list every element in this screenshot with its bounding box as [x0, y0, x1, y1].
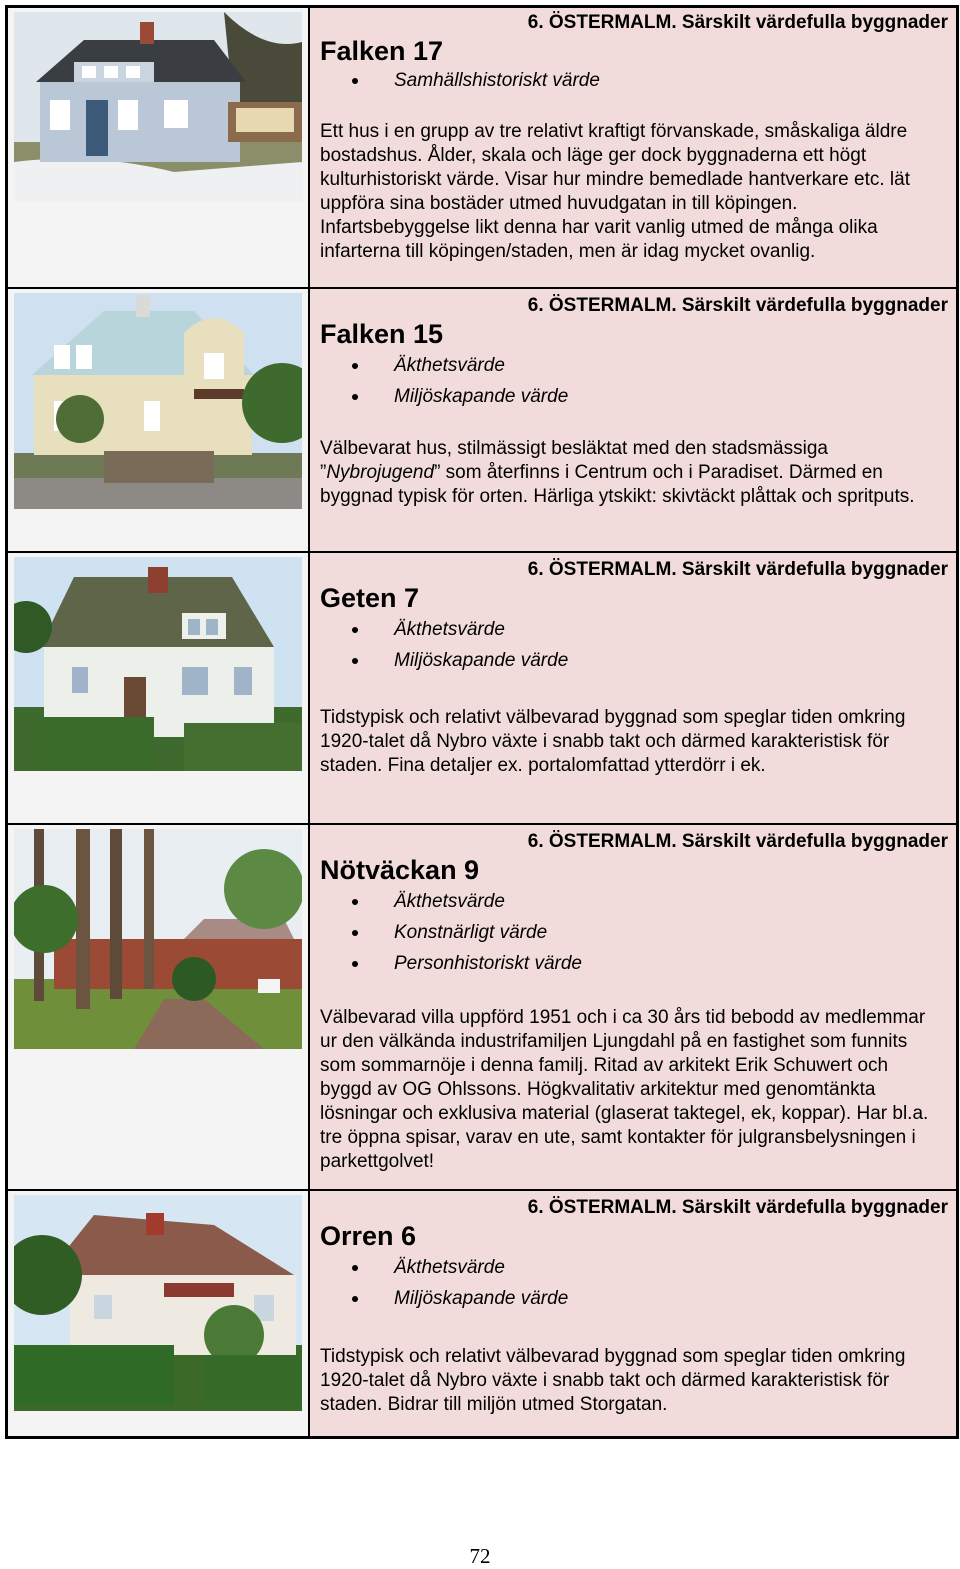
value-item: Äkthetsvärde — [320, 1252, 568, 1283]
description: Tidstypisk och relativt välbevarad byggnad som speglar tiden omkring 1920-talet då Nybro växte i snabb takt och därmed karakteristisk för staden. Fina detaljer ex. portalomfattad ytterdörr i ek. — [320, 707, 906, 776]
house-photo — [14, 12, 302, 202]
entry-row — [8, 553, 956, 825]
district-heading: 6. ÖSTERMALM. Särskilt värdefulla byggnader — [527, 1197, 948, 1218]
value-list — [320, 886, 582, 979]
district-heading: 6. ÖSTERMALM. Särskilt värdefulla byggnader — [527, 831, 948, 852]
description-emphasis: Nybrojugend — [326, 462, 435, 483]
photo-cell — [8, 289, 310, 551]
house-photo — [14, 1195, 302, 1411]
property-name: Falken 17 — [320, 36, 444, 66]
photo-cell — [8, 1191, 310, 1436]
value-item: Samhällshistoriskt värde — [320, 65, 600, 96]
value-item: Miljöskapande värde — [320, 645, 568, 676]
text-cell — [310, 289, 956, 551]
district-heading: 6. ÖSTERMALM. Särskilt värdefulla byggnader — [527, 12, 948, 33]
value-list — [320, 350, 568, 412]
entry-row — [8, 289, 956, 553]
description-text: ” som återfinns i Centrum och i Paradiset. Därmed en byggnad typisk för orten. Härliga ytskikt: skivtäckt plåttak och spritputs. — [320, 462, 915, 507]
property-name: Geten 7 — [320, 583, 420, 613]
value-list — [320, 1252, 568, 1314]
description: Tidstypisk och relativt välbevarad byggnad som speglar tiden omkring 1920-talet då Nybro växte i snabb takt och därmed karakteristisk för staden. Bidrar till miljön utmed Storgatan. — [320, 1346, 906, 1415]
photo-cell — [8, 825, 310, 1189]
text-cell — [310, 553, 956, 823]
property-name: Falken 15 — [320, 319, 444, 349]
description-text: Välbevarat hus, stilmässigt besläktat med den stadsmässiga ” — [320, 438, 828, 483]
entry-row — [8, 8, 956, 289]
value-item: Äkthetsvärde — [320, 614, 568, 645]
district-heading: 6. ÖSTERMALM. Särskilt värdefulla byggnader — [527, 559, 948, 580]
value-item: Miljöskapande värde — [320, 1283, 568, 1314]
text-cell — [310, 8, 956, 287]
description — [320, 437, 942, 509]
value-item: Miljöskapande värde — [320, 381, 568, 412]
value-list — [320, 65, 600, 96]
photo-cell — [8, 553, 310, 823]
description: Välbevarad villa uppförd 1951 och i ca 30 års tid bebodd av medlemmar ur den välkända industrifamiljen Ljungdahl på en fastighet som funnits som sommarnöje i denna familj. Ritad av arkitekt Erik Schuwert och byggd av OG Ohlssons. Högkvalitativ arkitektur med genomtänkta lösningar och exklusiva material (glaserat taktegel, ek, koppar). Har bl.a. tre öppna spisar, varav en ute, samt kontakter för julgransbelysningen i parkettgolvet! — [320, 1007, 929, 1172]
inventory-table — [5, 5, 959, 1439]
photo-cell — [8, 8, 310, 287]
text-cell — [310, 825, 956, 1189]
description: Ett hus i en grupp av tre relativt kraftigt förvanskade, småskaliga äldre bostadshus. Ålder, skala och läge ger dock byggnaderna ett högt kulturhistoriskt värde. Visar hur mindre bemedlade hantverkare etc. lät uppföra sina bostäder utmed huvudgatan in till köpingen. Infartsbebyggelse likt denna har varit vanlig utmed de många olika infarterna till köpingen/staden, men är idag mycket ovanlig. — [320, 121, 910, 262]
house-photo — [14, 829, 302, 1049]
house-photo — [14, 557, 302, 771]
district-heading: 6. ÖSTERMALM. Särskilt värdefulla byggnader — [527, 295, 948, 316]
house-photo — [14, 293, 302, 509]
text-cell — [310, 1191, 956, 1436]
value-item: Konstnärligt värde — [320, 917, 582, 948]
value-item: Äkthetsvärde — [320, 886, 582, 917]
property-name: Orren 6 — [320, 1221, 417, 1251]
value-item: Personhistoriskt värde — [320, 948, 582, 979]
value-list — [320, 614, 568, 676]
entry-row — [8, 1191, 956, 1436]
property-name: Nötväckan 9 — [320, 855, 480, 885]
entry-row — [8, 825, 956, 1191]
page-number: 72 — [469, 1544, 491, 1568]
value-item: Äkthetsvärde — [320, 350, 568, 381]
